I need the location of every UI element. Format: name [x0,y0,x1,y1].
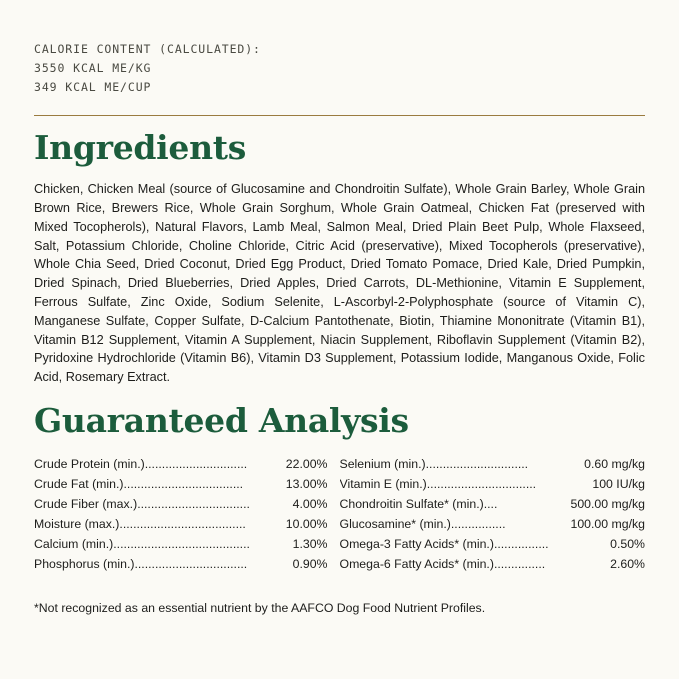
table-row [340,535,646,555]
nutrient-name: Omega-6 Fatty Acids* (min.) [339,556,494,571]
table-row [34,475,328,495]
table-row [34,455,328,475]
nutrient-value: 100 IU/kg [592,477,645,492]
table-row [340,455,646,475]
section-divider [34,115,645,116]
nutrient-name: Moisture (max.) [34,516,120,531]
dot-leader: .............................. [425,457,529,472]
guaranteed-analysis-right-column [340,455,646,574]
table-row [340,555,646,575]
nutrient-value: 100.00 mg/kg [570,516,645,531]
guaranteed-analysis-table [34,455,645,574]
dot-leader: ................ [450,516,506,531]
nutrient-value: 1.30% [292,536,328,551]
nutrient-value: 2.60% [610,556,645,571]
dot-leader: ................................... [123,477,244,492]
table-row [340,475,646,495]
nutrient-name: Glucosamine* (min.) [339,516,451,531]
nutrient-name: Crude Fat (min.) [34,477,124,492]
nutrient-value: 500.00 mg/kg [570,497,645,512]
table-row [34,495,328,515]
nutrient-value: 22.00% [285,457,328,472]
nutrient-value: 13.00% [285,477,328,492]
nutrient-name: Phosphorus (min.) [34,556,135,571]
dot-leader: ................................. [134,556,248,571]
nutrient-value: 4.00% [292,497,328,512]
nutrient-name: Chondroitin Sulfate* (min.) [339,497,484,512]
nutrient-name: Crude Fiber (max.) [34,497,138,512]
dot-leader: ............... [493,556,546,571]
calorie-heading: CALORIE CONTENT (CALCULATED): [34,42,261,56]
nutrient-name: Omega-3 Fatty Acids* (min.) [339,536,494,551]
dot-leader: .............................. [144,457,248,472]
calorie-kcal-per-cup: 349 KCAL ME/CUP [34,79,152,94]
dot-leader: ..................................... [119,516,246,531]
guaranteed-analysis-left-column [34,455,340,574]
dot-leader: ................................. [137,497,250,512]
nutrient-name: Selenium (min.) [339,457,426,472]
table-row [340,495,646,515]
table-row [34,535,328,555]
nutrient-value: 0.50% [610,536,645,551]
nutrient-value: 10.00% [285,516,328,531]
dot-leader: ................ [493,536,549,551]
table-row [34,515,328,535]
table-row [340,515,646,535]
calorie-kcal-per-kg: 3550 KCAL ME/KG [34,60,152,75]
nutrient-value: 0.60 mg/kg [584,457,645,472]
nutrient-name: Vitamin E (min.) [339,477,427,492]
table-row [34,555,328,575]
nutrient-name: Calcium (min.) [34,536,114,551]
ingredients-title: Ingredients [34,127,247,167]
analysis-footnote: *Not recognized as an essential nutrient by the AAFCO Dog Food Nutrient Profiles. [34,600,486,615]
calorie-content-block [34,40,645,97]
guaranteed-analysis-title: Guaranteed Analysis [34,400,409,440]
nutrient-name: Crude Protein (min.) [34,457,145,472]
dot-leader: ................................ [426,477,537,492]
dot-leader: .... [483,497,498,512]
ingredients-list: Chicken, Chicken Meal (source of Glucosamine and Chondroitin Sulfate), Whole Grain Barley, Whole Grain Brown Rice, Brewers Rice, Whole Grain Sorghum, Whole Grain Oatmeal, Chicken Fat (preserved with Mixed Tocopherols), Natural Flavors, Lamb Meal, Salmon Meal, Dried Plain Beet Pulp, Whole Flaxseed, Salt, Potassium Chloride, Choline Chloride, Citric Acid (preservative), Mixed Tocopherols (preservative), Whole Chia Seed, Dried Coconut, Dried Egg Product, Dried Tomato Pomace, Dried Kale, Dried Pumpkin, Dried Spinach, Dried Blueberries, Dried Apples, Dried Carrots, DL-Methionine, Vitamin E Supplement, Ferrous Sulfate, Zinc Oxide, Sodium Selenite, L-Ascorbyl-2-Polyphosphate (source of Vitamin C), Manganese Sulfate, Copper Sulfate, D-Calcium Pantothenate, Biotin, Thiamine Mononitrate (Vitamin B1), Vitamin B12 Supplement, Vitamin A Supplement, Niacin Supplement, Riboflavin Supplement (Vitamin B2), Pyridoxine Hydrochloride (Vitamin B6), Vitamin D3 Supplement, Potassium Iodide, Manganous Oxide, Folic Acid, Rosemary Extract. [34,182,645,385]
dot-leader: ........................................ [113,536,250,551]
nutrient-value: 0.90% [292,556,328,571]
